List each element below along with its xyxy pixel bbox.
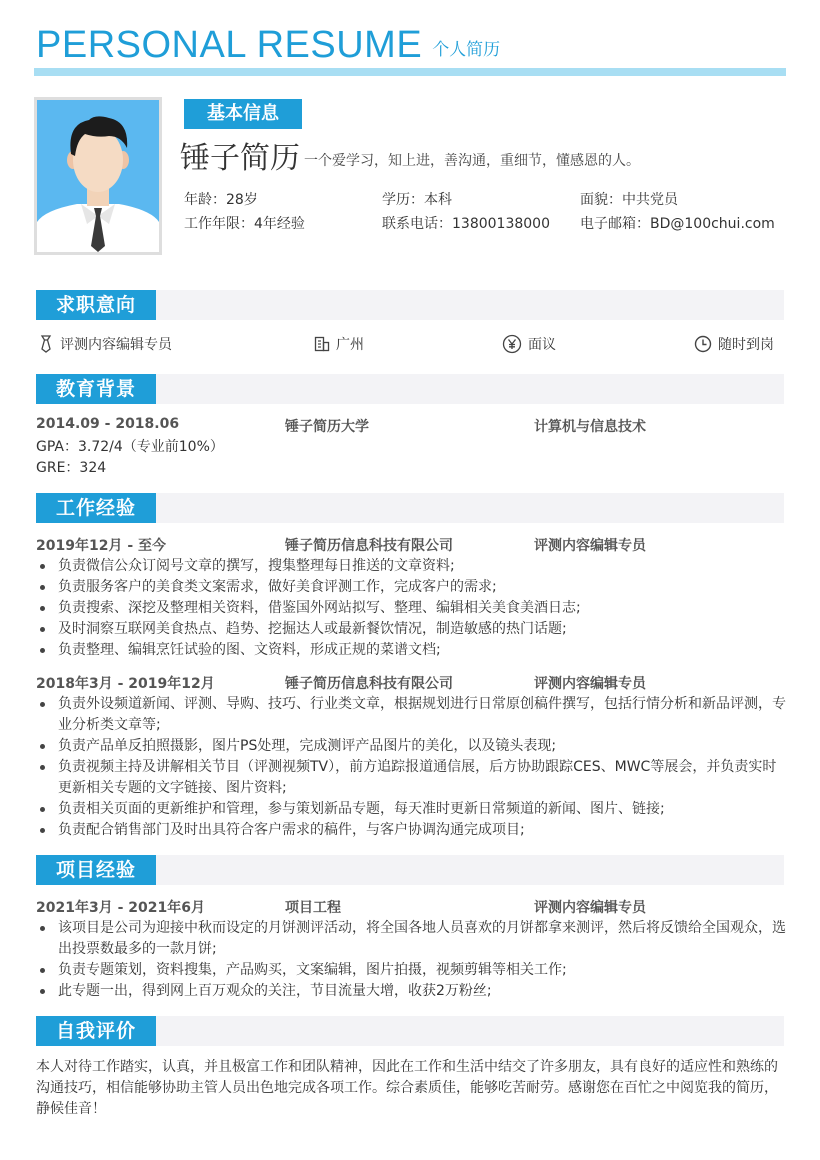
education-gre: GRE：324	[36, 460, 107, 476]
resume-subtitle: 个人简历	[432, 40, 501, 60]
project-header	[36, 897, 784, 917]
tie-icon	[38, 335, 54, 353]
project-title: 评测内容编辑专员	[534, 900, 646, 916]
section-work	[36, 493, 784, 523]
building-icon	[314, 336, 330, 352]
yen-icon	[502, 334, 522, 354]
job-company: 锤子简历信息科技有限公司	[285, 538, 453, 554]
list-item: 负责搜索、深挖及整理相关资料，借鉴国外网站拟写、整理、编辑相关美食美酒日志;	[36, 598, 786, 619]
section-label: 教育背景	[36, 374, 156, 404]
list-item: 负责相关页面的更新维护和管理，参与策划新品专题，每天准时更新日常频道的新闻、图片、链接;	[36, 799, 786, 820]
candidate-motto: 一个爱学习，知上进，善沟通，重细节，懂感恩的人。	[304, 153, 640, 169]
list-item: 负责微信公众订阅号文章的撰写，搜集整理每日推送的文章资料;	[36, 556, 786, 577]
clock-icon	[694, 335, 712, 353]
resume-header	[36, 22, 500, 68]
name-row	[180, 140, 640, 178]
list-item: 该项目是公司为迎接中秋而设定的月饼测评活动，将全国各地人员喜欢的月饼都拿来测评，然后将反馈给全国观众，选出投票数最多的一款月饼;	[36, 918, 786, 960]
phone-field: 联系电话：13800138000	[382, 216, 550, 232]
intent-city	[314, 334, 364, 354]
intent-salary-label: 面议	[528, 337, 556, 353]
intent-position	[38, 334, 172, 354]
section-project	[36, 855, 784, 885]
job-bullets	[36, 556, 786, 661]
list-item: 负责专题策划，资料搜集，产品购买，文案编辑，图片拍摄，视频剪辑等相关工作;	[36, 960, 786, 981]
section-self-eval	[36, 1016, 784, 1046]
project-period: 2021年3月 - 2021年6月	[36, 900, 205, 916]
intent-availability-label: 随时到岗	[718, 337, 774, 353]
intent-salary	[502, 334, 556, 354]
project-bullets	[36, 918, 786, 1002]
avatar-illustration	[37, 100, 159, 252]
section-label: 工作经验	[36, 493, 156, 523]
section-job-intent	[36, 290, 784, 320]
education-major: 计算机与信息技术	[534, 419, 646, 435]
age-field: 年龄：28岁	[184, 192, 258, 208]
job-title: 评测内容编辑专员	[534, 538, 646, 554]
politics-field: 面貌：中共党员	[580, 192, 678, 208]
education-school: 锤子简历大学	[285, 419, 369, 435]
header-accent-bar	[34, 68, 786, 76]
section-education	[36, 374, 784, 404]
job-company: 锤子简历信息科技有限公司	[285, 676, 453, 692]
education-field: 学历：本科	[382, 192, 452, 208]
job-bullets	[36, 694, 786, 841]
intent-position-label: 评测内容编辑专员	[60, 337, 172, 353]
section-label: 项目经验	[36, 855, 156, 885]
project-name: 项目工程	[285, 900, 341, 916]
email-field: 电子邮箱：BD@100chui.com	[580, 216, 775, 232]
years-field: 工作年限：4年经验	[184, 216, 305, 232]
list-item: 负责服务客户的美食类文案需求，做好美食评测工作，完成客户的需求;	[36, 577, 786, 598]
job-header	[36, 535, 784, 555]
candidate-name: 锤子简历	[180, 141, 300, 176]
education-period: 2014.09 - 2018.06	[36, 416, 180, 432]
resume-title: PERSONAL RESUME	[36, 24, 423, 66]
job-title: 评测内容编辑专员	[534, 676, 646, 692]
job-period: 2018年3月 - 2019年12月	[36, 676, 215, 692]
section-label: 自我评价	[36, 1016, 156, 1046]
education-gpa: GPA：3.72/4（专业前10%）	[36, 439, 224, 455]
intent-availability	[694, 334, 774, 354]
list-item: 负责配合销售部门及时出具符合客户需求的稿件，与客户协调沟通完成项目;	[36, 820, 786, 841]
list-item: 此专题一出，得到网上百万观众的关注，节目流量大增，收获2万粉丝;	[36, 981, 786, 1002]
list-item: 负责视频主持及讲解相关节目（评测视频TV），前方追踪报道通信展，后方协助跟踪CES、MWC等展会，并负责实时更新相关专题的文字链接、图片资料;	[36, 757, 786, 799]
list-item: 及时洞察互联网美食热点、趋势、挖掘达人或最新餐饮情况，制造敏感的热门话题;	[36, 619, 786, 640]
intent-city-label: 广州	[336, 337, 364, 353]
self-eval-text: 本人对待工作踏实，认真，并且极富工作和团队精神，因此在工作和生活中结交了许多朋友，具有良好的适应性和熟练的沟通技巧，相信能够协助主管人员出色地完成各项工作。综合素质佳，能够吃苦耐劳。感谢您在百忙之中阅览我的简历，静候佳音！	[36, 1059, 778, 1117]
basic-info-badge: 基本信息	[184, 99, 302, 129]
section-label: 求职意向	[36, 290, 156, 320]
list-item: 负责整理、编辑烹饪试验的图、文资料，形成正规的菜谱文档;	[36, 640, 786, 661]
job-period: 2019年12月 - 至今	[36, 538, 167, 554]
basic-info-grid	[184, 191, 784, 233]
education-row	[36, 416, 784, 436]
profile-photo	[34, 97, 162, 255]
list-item: 负责外设频道新闻、评测、导购、技巧、行业类文章，根据规划进行日常原创稿件撰写，包括行情分析和新品评测，专业分析类文章等;	[36, 694, 786, 736]
list-item: 负责产品单反拍照摄影，图片PS处理，完成测评产品图片的美化，以及镜头表现;	[36, 736, 786, 757]
job-header	[36, 673, 784, 693]
